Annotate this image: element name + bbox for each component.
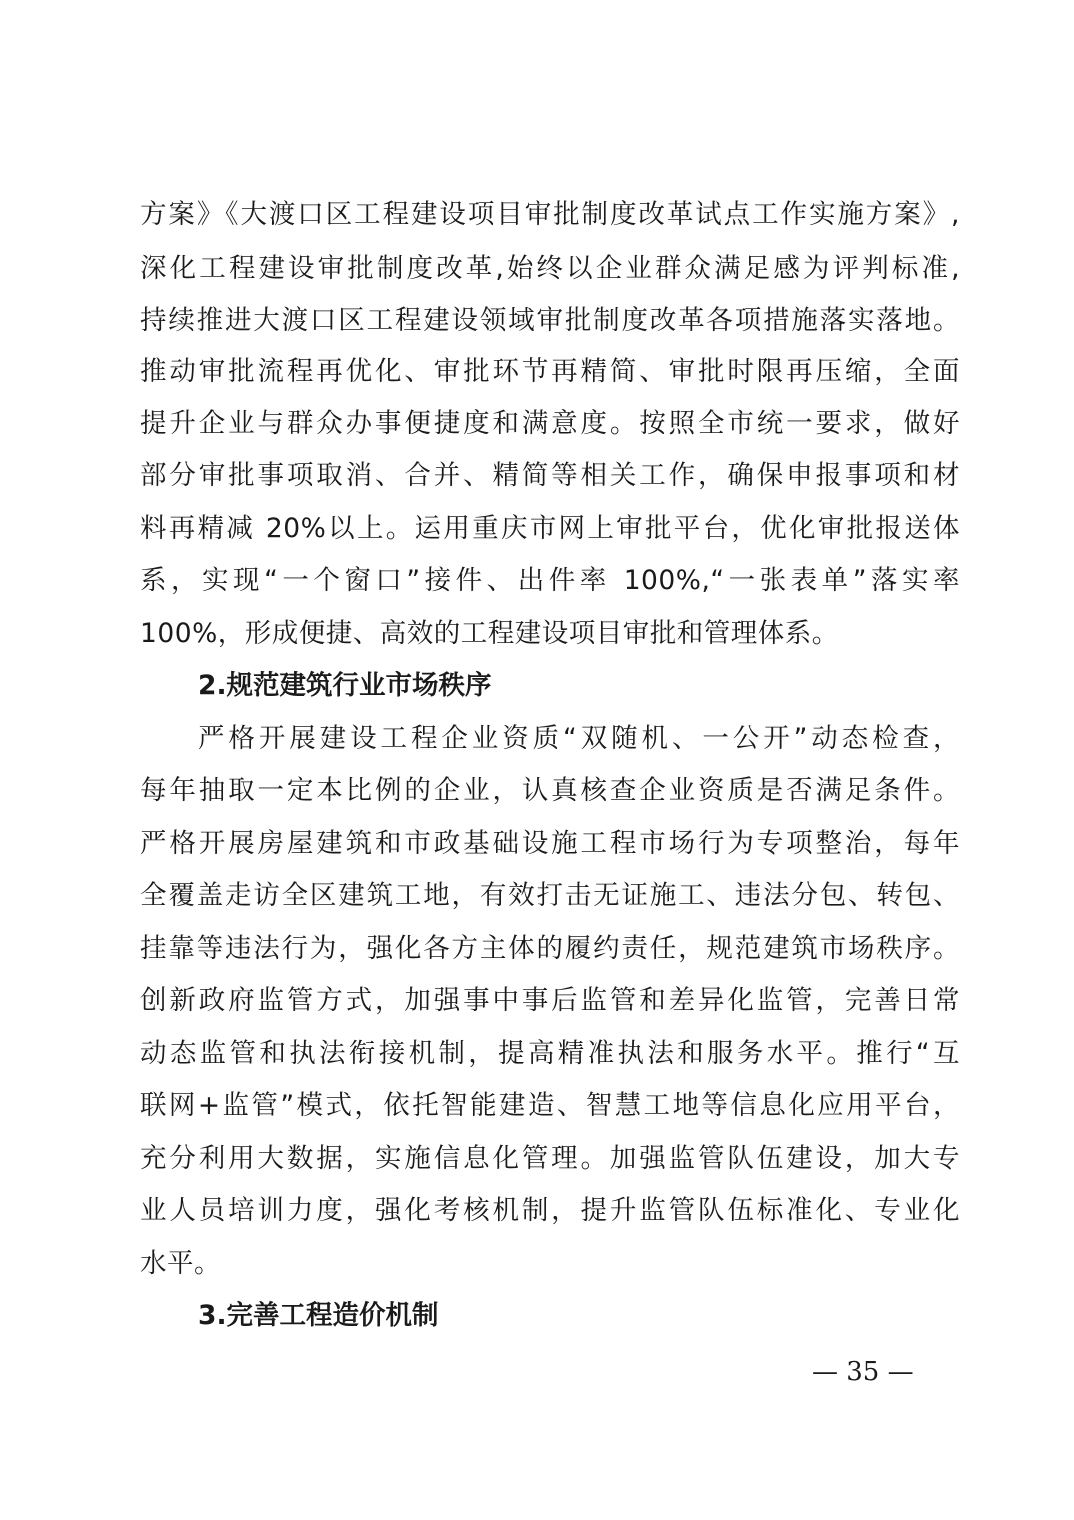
body-text-line: 创新政府监管方式，加强事中事后监管和差异化监管，完善日常	[140, 985, 960, 1016]
body-text-line: 料再精减 20%以上。运用重庆市网上审批平台，优化审批报送体	[140, 513, 960, 544]
body-text-line: 联网+监管”模式，依托智能建造、智慧工地等信息化应用平台，	[140, 1090, 960, 1121]
body-text-line: 100%，形成便捷、高效的工程建设项目审批和管理体系。	[140, 618, 839, 649]
section-heading: 3.完善工程造价机制	[198, 1300, 439, 1331]
section-heading: 2.规范建筑行业市场秩序	[198, 670, 492, 701]
body-text-line: 严格开展房屋建筑和市政基础设施工程市场行为专项整治，每年	[140, 828, 960, 859]
body-text-line: 深化工程建设审批制度改革,始终以企业群众满足感为评判标准,	[140, 253, 960, 284]
body-text-line: 每年抽取一定本比例的企业，认真核查企业资质是否满足条件。	[140, 775, 960, 806]
body-text-line: 充分利用大数据，实施信息化管理。加强监管队伍建设，加大专	[140, 1143, 960, 1174]
body-text-line: 系，实现“一个窗口”接件、出件率 100%,“一张表单”落实率	[140, 565, 960, 596]
body-text-line: 严格开展建设工程企业资质“双随机、一公开”动态检查，	[198, 723, 960, 754]
body-text-line: 持续推进大渡口区工程建设领域审批制度改革各项措施落实落地。	[140, 305, 960, 336]
body-text-line: 挂靠等违法行为，强化各方主体的履约责任，规范建筑市场秩序。	[140, 933, 960, 964]
body-text-line: 业人员培训力度，强化考核机制，提升监管队伍标准化、专业化	[140, 1195, 960, 1226]
body-text-line: 动态监管和执法衔接机制，提高精准执法和服务水平。推行“互	[140, 1038, 960, 1069]
body-text-line: 全覆盖走访全区建筑工地，有效打击无证施工、违法分包、转包、	[140, 880, 960, 911]
page-number: — 35 —	[812, 1357, 914, 1387]
body-text-line: 方案》《大渡口区工程建设项目审批制度改革试点工作实施方案》,	[140, 199, 960, 230]
body-text-line: 部分审批事项取消、合并、精简等相关工作，确保申报事项和材	[140, 460, 960, 491]
body-text-line: 水平。	[140, 1248, 221, 1279]
body-text-line: 提升企业与群众办事便捷度和满意度。按照全市统一要求，做好	[140, 408, 960, 439]
body-text-line: 推动审批流程再优化、审批环节再精简、审批时限再压缩，全面	[140, 356, 960, 387]
